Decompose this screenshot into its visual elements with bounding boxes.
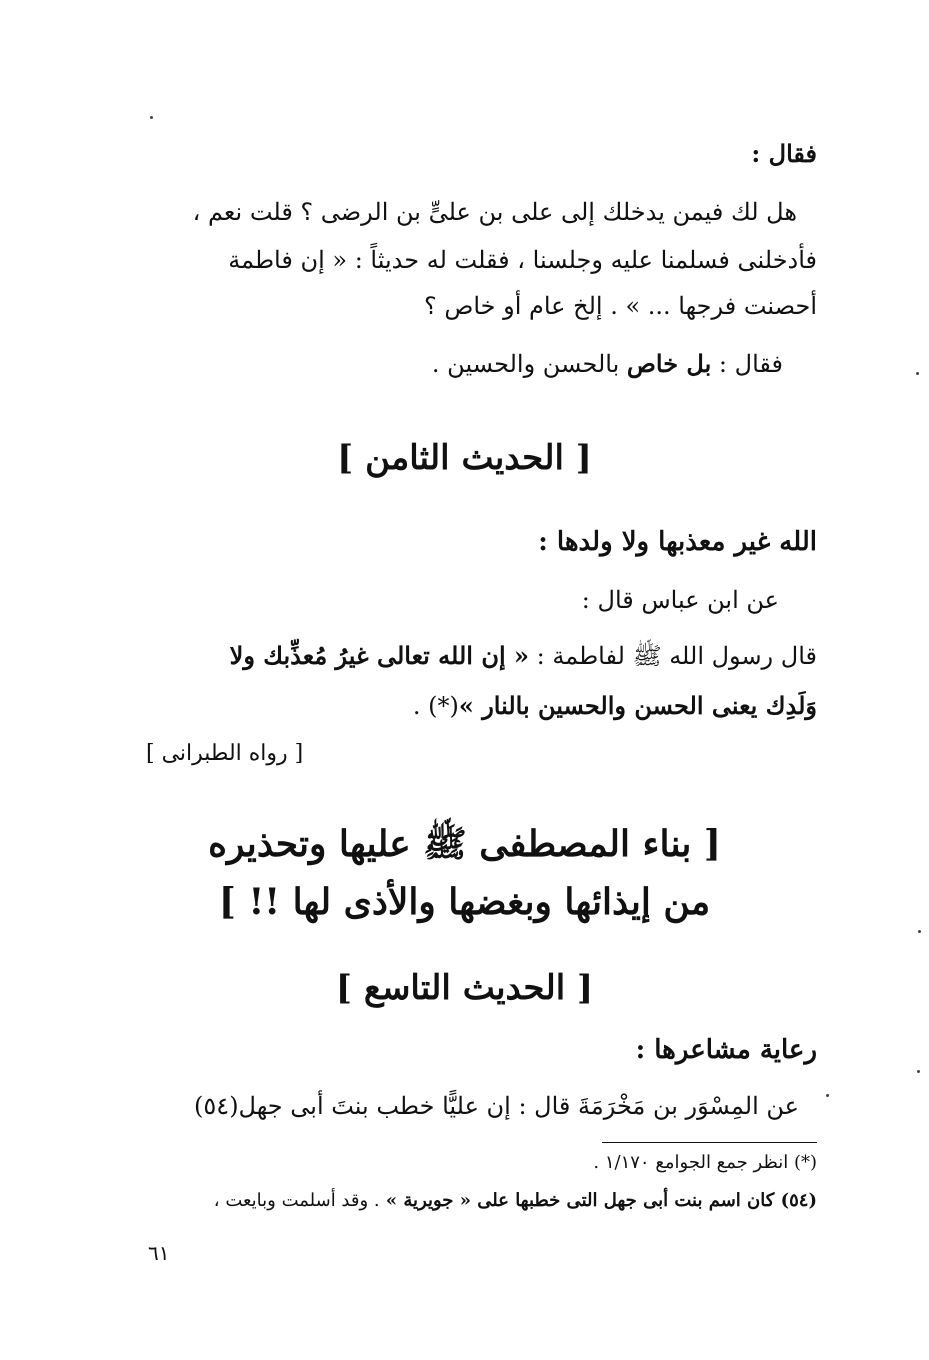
scan-speck — [150, 116, 153, 119]
hadith-8-subheading: الله غير معذبها ولا ولدها : — [538, 527, 817, 557]
hadith-text-bold: « إن الله تعالى غيرُ مُعذِّبك ولا — [229, 641, 529, 670]
hadith-9-heading: [ الحديث التاسع ] — [335, 968, 594, 1008]
section-title-line-2: من إيذائها وبغضها والأذى لها !! ] — [218, 881, 711, 923]
hadith-9-subheading: رعاية مشاعرها : — [635, 1035, 817, 1065]
scan-speck — [826, 1094, 829, 1097]
footnote-star: (*) انظر جمع الجوامع ١/١٧٠ . — [593, 1152, 817, 1173]
hadith-text-plain: قال رسول الله ﷺ لفاطمة : — [528, 642, 817, 670]
answer-rest: بالحسن والحسين . — [431, 350, 627, 378]
hadith-9-text-line: عن المِسْوَر بن مَخْرَمَةَ قال : إن عليًّا خطب بنتَ أبى جهل(٥٤) — [194, 1092, 799, 1120]
narrator-line: عن ابن عباس قال : — [581, 586, 779, 614]
page-number: ٦١ — [148, 1241, 170, 1265]
scan-speck — [917, 1070, 920, 1073]
said-label: فقال : — [751, 139, 817, 168]
scan-speck — [916, 372, 919, 375]
paragraph-line: فأدخلنى فسلمنا عليه وجلسنا ، فقلت له حديثاً : « إن فاطمة — [228, 246, 817, 274]
scan-speck — [918, 930, 921, 933]
hadith-8-heading: [ الحديث الثامن ] — [337, 438, 592, 478]
footnote-54 — [137, 1186, 817, 1216]
hadith-text-rest: (*) . — [412, 692, 459, 720]
hadith-text-line — [137, 686, 817, 726]
hadith-text-line — [137, 636, 817, 676]
footnote-54-bold: (٥٤) كان اسم بنت أبى جهل التى خطبها على « جويرية » — [379, 1190, 817, 1211]
paragraph-line: أحصنت فرجها ... » . إلخ عام أو خاص ؟ — [423, 292, 817, 320]
answer-bold: بل خاص — [626, 349, 712, 378]
section-title-line-1: [ بناء المصطفى ﷺ عليها وتحذيره — [208, 823, 721, 865]
source-citation: [ رواه الطبرانى ] — [146, 741, 304, 766]
answer-prefix: فقال : — [711, 350, 783, 378]
hadith-text-bold: وَلَدِك يعنى الحسن والحسين بالنار » — [458, 691, 817, 720]
footnote-54-rest: . وقد أسلمت وبايعت ، — [213, 1190, 380, 1211]
paragraph-line: هل لك فيمن يدخلك إلى على بن علىٍّ بن الرضى ؟ قلت نعم ، — [192, 198, 797, 226]
answer-line — [103, 344, 783, 384]
footnote-divider — [602, 1142, 817, 1143]
